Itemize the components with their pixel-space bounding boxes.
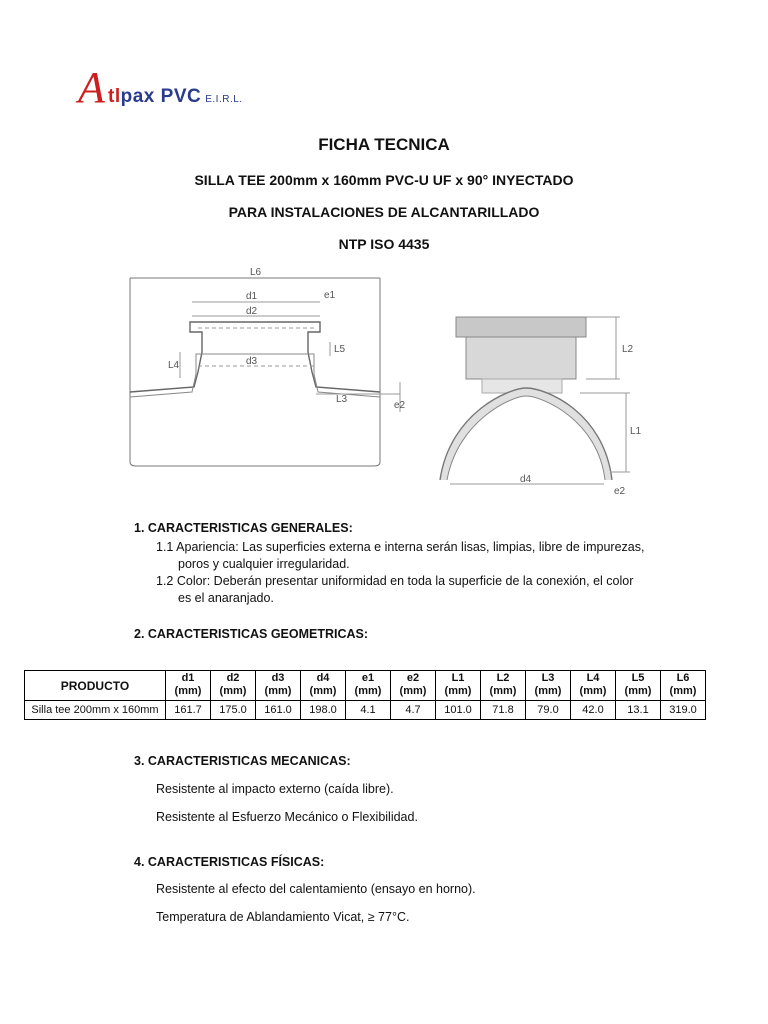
header-d3: d3 (mm): [256, 671, 301, 701]
logo-pvc: PVC: [160, 86, 202, 107]
cell-d2: 175.0: [211, 701, 256, 720]
label-e1: e1: [324, 290, 336, 301]
header-e2: e2 (mm): [391, 671, 436, 701]
label-l6: L6: [250, 267, 262, 278]
product-subtitle: SILLA TEE 200mm x 160mm PVC-U UF x 90° INYECTADO: [194, 172, 574, 188]
label-d1: d1: [246, 291, 258, 302]
cell-l1: 101.0: [436, 701, 481, 720]
section-4-line-1: Resistente al efecto del calentamiento (ensayo en horno).: [156, 882, 476, 896]
section-1-item-1-line-2: poros y cualquier irregularidad.: [178, 557, 350, 571]
label-l4: L4: [168, 360, 180, 371]
header-producto: PRODUCTO: [25, 671, 166, 701]
label-e2-left: e2: [394, 400, 406, 411]
label-d3: d3: [246, 356, 258, 367]
header-e1: e1 (mm): [346, 671, 391, 701]
section-2-heading: 2. CARACTERISTICAS GEOMETRICAS:: [134, 627, 369, 641]
geometry-table: [24, 670, 706, 720]
table-header-row: [25, 671, 706, 701]
cell-l5: 13.1: [616, 701, 661, 720]
header-d1: d1 (mm): [166, 671, 211, 701]
cell-l2: 71.8: [481, 701, 526, 720]
cell-e1: 4.1: [346, 701, 391, 720]
section-4-line-2: Temperatura de Ablandamiento Vicat, ≥ 77°C.: [156, 910, 410, 924]
cell-l3: 79.0: [526, 701, 571, 720]
label-d4: d4: [520, 474, 532, 485]
header-l2: L2 (mm): [481, 671, 526, 701]
section-1-item-1-line-1: 1.1 Apariencia: Las superficies externa e interna serán lisas, limpias, libre de impurezas,: [156, 540, 645, 554]
front-view: [440, 317, 630, 484]
logo-letter-a: A: [78, 63, 105, 112]
header-d2: d2 (mm): [211, 671, 256, 701]
standard-subtitle: NTP ISO 4435: [338, 236, 430, 252]
section-3-line-1: Resistente al impacto externo (caída libre).: [156, 782, 394, 796]
logo-eirl: E.I.R.L.: [205, 94, 243, 105]
cell-d4: 198.0: [301, 701, 346, 720]
section-1-item-2-line-1: 1.2 Color: Deberán presentar uniformidad en toda la superficie de la conexión, el color: [156, 574, 634, 588]
cell-l4: 42.0: [571, 701, 616, 720]
table-row: [25, 701, 706, 720]
cell-product: Silla tee 200mm x 160mm: [25, 701, 166, 720]
header-l5: L5 (mm): [616, 671, 661, 701]
label-e2-right: e2: [614, 486, 626, 497]
header-l4: L4 (mm): [571, 671, 616, 701]
cross-section-view: [130, 278, 400, 466]
cell-l6: 319.0: [661, 701, 706, 720]
label-l3: L3: [336, 394, 348, 405]
label-d2: d2: [246, 306, 258, 317]
section-3-heading: 3. CARACTERISTICAS MECANICAS:: [134, 754, 351, 768]
header-l3: L3 (mm): [526, 671, 571, 701]
section-3-line-2: Resistente al Esfuerzo Mecánico o Flexibilidad.: [156, 810, 418, 824]
header-d4: d4 (mm): [301, 671, 346, 701]
label-l2: L2: [622, 344, 634, 355]
header-l6: L6 (mm): [661, 671, 706, 701]
company-logo: [108, 86, 243, 108]
cross-section-labels: [168, 267, 406, 411]
document-title: FICHA TECNICA: [318, 135, 450, 154]
label-l5: L5: [334, 344, 346, 355]
logo-tl: tl: [108, 86, 121, 107]
cell-d3: 161.0: [256, 701, 301, 720]
cell-d1: 161.7: [166, 701, 211, 720]
logo-pax: pax: [120, 86, 155, 107]
section-1-item-2-line-2: es el anaranjado.: [178, 591, 274, 605]
technical-drawing: [110, 262, 650, 502]
section-4-heading: 4. CARACTERISTICAS FÍSICAS:: [134, 855, 325, 869]
application-subtitle: PARA INSTALACIONES DE ALCANTARILLADO: [228, 204, 540, 220]
cell-e2: 4.7: [391, 701, 436, 720]
header-l1: L1 (mm): [436, 671, 481, 701]
section-1-heading: 1. CARACTERISTICAS GENERALES:: [134, 521, 353, 535]
label-l1: L1: [630, 426, 642, 437]
